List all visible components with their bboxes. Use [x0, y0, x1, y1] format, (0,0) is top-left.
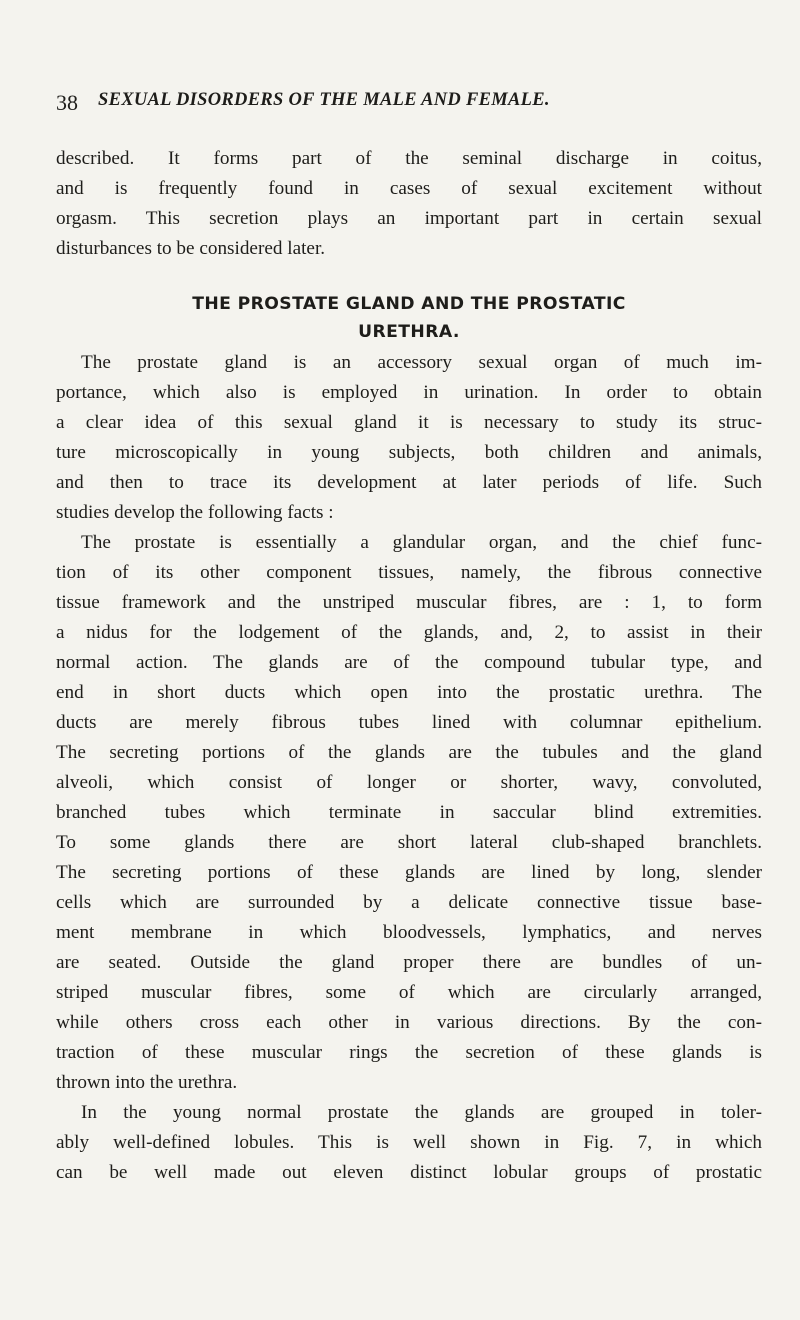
section-heading-line-2: URETHRA.: [358, 322, 460, 342]
paragraph-line: thrown into the urethra.: [56, 1072, 238, 1093]
intro-line: orgasm. This secretion plays an important part in certain sexual: [56, 208, 762, 229]
intro-line: described. It forms part of the seminal discharge in coitus,: [56, 148, 762, 169]
section-heading-line-1: THE PROSTATE GLAND AND THE PROSTATIC: [192, 294, 626, 314]
paragraph-line: striped muscular fibres, some of which are circularly arranged,: [56, 982, 762, 1003]
paragraph-line: end in short ducts which open into the prostatic urethra. The: [56, 682, 762, 703]
paragraph-line: portance, which also is employed in urination. In order to obtain: [56, 382, 762, 403]
paragraph-line: The prostate is essentially a glandular organ, and the chief func-: [81, 532, 762, 553]
paragraph-line: cells which are surrounded by a delicate connective tissue base-: [56, 892, 762, 913]
running-header: [56, 86, 756, 120]
intro-line: and is frequently found in cases of sexual excitement without: [56, 178, 762, 199]
paragraph-line: ably well-defined lobules. This is well shown in Fig. 7, in which: [56, 1132, 762, 1153]
paragraph-line: The secreting portions of the glands are the tubules and the gland: [56, 742, 762, 763]
paragraph-line: To some glands there are short lateral club-shaped branchlets.: [56, 832, 762, 853]
spacer: [56, 264, 762, 290]
paragraph-line: and then to trace its development at later periods of life. Such: [56, 472, 762, 493]
paragraph-line: tion of its other component tissues, namely, the fibrous connective: [56, 562, 762, 583]
paragraph-line: are seated. Outside the gland proper there are bundles of un-: [56, 952, 762, 973]
paragraph-line: In the young normal prostate the glands are grouped in toler-: [81, 1102, 762, 1123]
paragraph-line: normal action. The glands are of the compound tubular type, and: [56, 652, 762, 673]
page-number: 38: [56, 90, 78, 115]
paragraph-line: ment membrane in which bloodvessels, lymphatics, and nerves: [56, 922, 762, 943]
paragraph-line: branched tubes which terminate in saccular blind extremities.: [56, 802, 762, 823]
paragraph-line: ture microscopically in young subjects, both children and animals,: [56, 442, 762, 463]
paragraph-line: studies develop the following facts :: [56, 502, 334, 523]
paragraph-line: can be well made out eleven distinct lobular groups of prostatic: [56, 1162, 762, 1183]
paragraph-line: The secreting portions of these glands are lined by long, slender: [56, 862, 762, 883]
paragraph-line: ducts are merely fibrous tubes lined with columnar epithelium.: [56, 712, 762, 733]
intro-line: disturbances to be considered later.: [56, 238, 326, 259]
paragraph-line: a clear idea of this sexual gland it is necessary to study its struc-: [56, 412, 762, 433]
page-body: [56, 144, 762, 1188]
paragraph-line: The prostate gland is an accessory sexual organ of much im-: [81, 352, 762, 373]
paragraph-line: traction of these muscular rings the secretion of these glands is: [56, 1042, 762, 1063]
running-title: SEXUAL DISORDERS OF THE MALE AND FEMALE.: [98, 90, 550, 110]
paragraph-line: a nidus for the lodgement of the glands, and, 2, to assist in their: [56, 622, 762, 643]
paragraph-line: while others cross each other in various directions. By the con-: [56, 1012, 762, 1033]
paragraph-line: tissue framework and the unstriped muscular fibres, are : 1, to form: [56, 592, 762, 613]
paragraph-line: alveoli, which consist of longer or shorter, wavy, convoluted,: [56, 772, 762, 793]
